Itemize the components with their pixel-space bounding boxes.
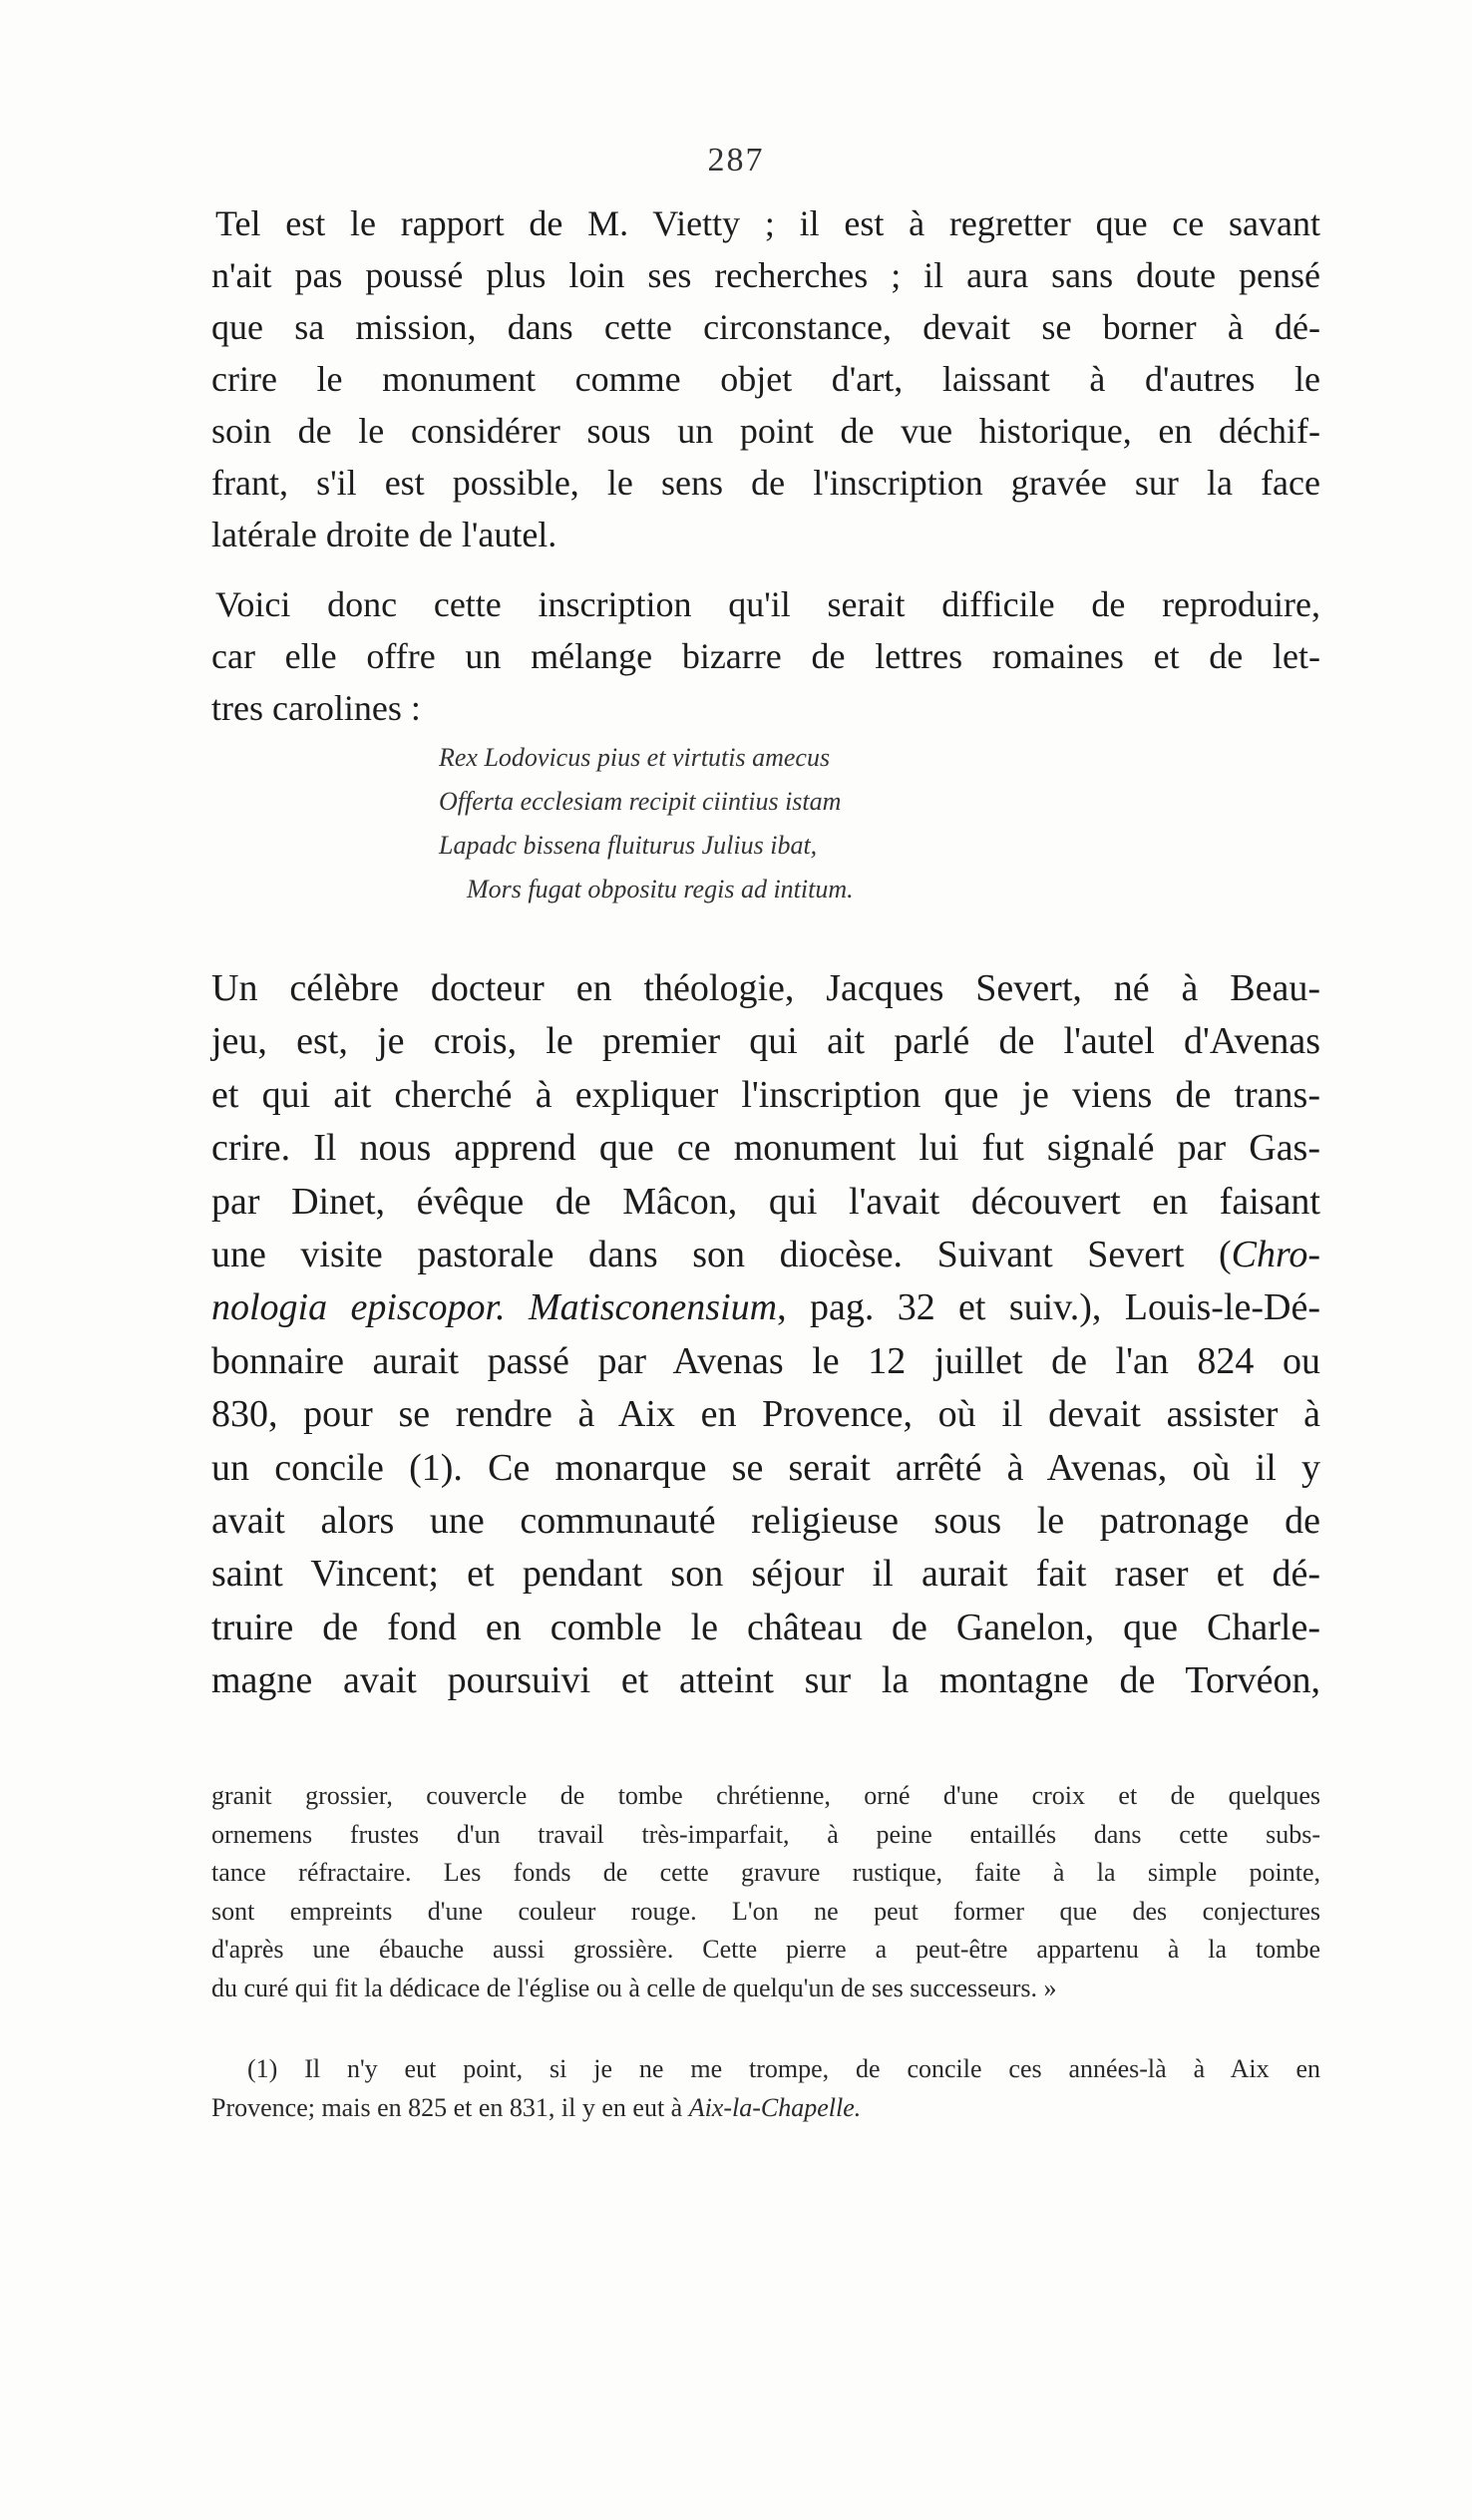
text-line: n'ait pas poussé plus loin ses recherches ; il aura sans doute pensé bbox=[211, 255, 1320, 295]
text-line: Voici donc cette inscription qu'il serait difficile de reproduire, bbox=[215, 584, 1320, 624]
page-number: 287 bbox=[707, 142, 765, 179]
footnote-line: sont empreints d'une couleur rouge. L'on ne peut former que des conjectures bbox=[211, 1896, 1320, 1926]
text-line: crire. Il nous apprend que ce monument lui fut signalé par Gas- bbox=[211, 1127, 1320, 1170]
footnote-line: (1) Il n'y eut point, si je ne me trompe, de concile ces années-là à Aix en bbox=[247, 2054, 1320, 2083]
verse-line: Rex Lodovicus pius et virtutis amecus bbox=[439, 743, 831, 772]
paragraph-1 bbox=[211, 197, 1320, 560]
paragraph-2 bbox=[211, 578, 1320, 734]
text-line: 830, pour se rendre à Aix en Provence, où il devait assister à bbox=[211, 1393, 1320, 1436]
italic-place-name: Aix-la-Chapelle. bbox=[688, 2092, 862, 2122]
text-line: crire le monument comme objet d'art, laissant à d'autres le bbox=[211, 359, 1320, 399]
verse-line: Lapadc bissena fluiturus Julius ibat, bbox=[439, 831, 818, 860]
footnote-line: d'après une ébauche aussi grossière. Cette pierre a peut-être appartenu à la tombe bbox=[211, 1935, 1320, 1965]
verse-line: Offerta ecclesiam recipit ciintius istam bbox=[439, 787, 842, 816]
paragraph-3 bbox=[211, 962, 1320, 1708]
text-line: soin de le considérer sous un point de vue historique, en déchif- bbox=[211, 411, 1320, 451]
text-line: jeu, est, je crois, le premier qui ait parlé de l'autel d'Avenas bbox=[211, 1020, 1320, 1063]
text-line: bonnaire aurait passé par Avenas le 12 juillet de l'an 824 ou bbox=[211, 1339, 1320, 1382]
italic-title: Chro- bbox=[1231, 1234, 1320, 1276]
inscription-verses bbox=[439, 736, 854, 911]
text-line: Tel est le rapport de M. Vietty ; il est à regretter que ce savant bbox=[215, 203, 1320, 243]
text-line: saint Vincent; et pendant son séjour il aurait fait raser et dé- bbox=[211, 1553, 1320, 1596]
text-line bbox=[211, 1229, 1320, 1281]
text-line: frant, s'il est possible, le sens de l'inscription gravée sur la face bbox=[211, 463, 1320, 503]
footnote-line: du curé qui fit la dédicace de l'église ou à celle de quelqu'un de ses successeurs. » bbox=[211, 1973, 1057, 2002]
footnote-line bbox=[211, 2089, 1320, 2128]
footnote-line: tance réfractaire. Les fonds de cette gravure rustique, faite à la simple pointe, bbox=[211, 1858, 1320, 1888]
text-line: que sa mission, dans cette circonstance, devait se borner à dé- bbox=[211, 307, 1320, 347]
verse-line: Mors fugat obpositu regis ad intitum. bbox=[467, 875, 854, 903]
footnote-continued bbox=[211, 1777, 1320, 2008]
footnote-line: ornemens frustes d'un travail très-imparfait, à peine entaillés dans cette subs- bbox=[211, 1819, 1320, 1849]
text-segment: une visite pastorale dans son diocèse. Suivant Severt ( bbox=[211, 1234, 1232, 1276]
text-line: latérale droite de l'autel. bbox=[211, 515, 557, 554]
text-line: avait alors une communauté religieuse sous le patronage de bbox=[211, 1500, 1320, 1543]
text-segment: , pag. 32 et suiv.), Louis-le-Dé- bbox=[777, 1286, 1320, 1329]
text-line: Un célèbre docteur en théologie, Jacques Severt, né à Beau- bbox=[211, 967, 1320, 1009]
text-line bbox=[211, 1281, 1320, 1334]
text-line: magne avait poursuivi et atteint sur la montagne de Torvéon, bbox=[211, 1659, 1320, 1702]
footnote-line: granit grossier, couvercle de tombe chrétienne, orné d'une croix et de quelques bbox=[211, 1781, 1320, 1810]
text-line: par Dinet, évêque de Mâcon, qui l'avait découvert en faisant bbox=[211, 1180, 1320, 1223]
italic-title: nologia episcopor. Matisconensium bbox=[211, 1286, 778, 1329]
text-segment: Provence; mais en 825 et en 831, il y en eut à bbox=[211, 2092, 689, 2122]
text-line: car elle offre un mélange bizarre de lettres romaines et de let- bbox=[211, 636, 1320, 676]
text-line: et qui ait cherché à expliquer l'inscription que je viens de trans- bbox=[211, 1073, 1320, 1116]
footnote-1 bbox=[211, 2050, 1320, 2127]
text-line: truire de fond en comble le château de Ganelon, que Charle- bbox=[211, 1606, 1320, 1648]
text-line: un concile (1). Ce monarque se serait arrêté à Avenas, où il y bbox=[211, 1446, 1320, 1489]
text-line: tres carolines : bbox=[211, 688, 421, 728]
